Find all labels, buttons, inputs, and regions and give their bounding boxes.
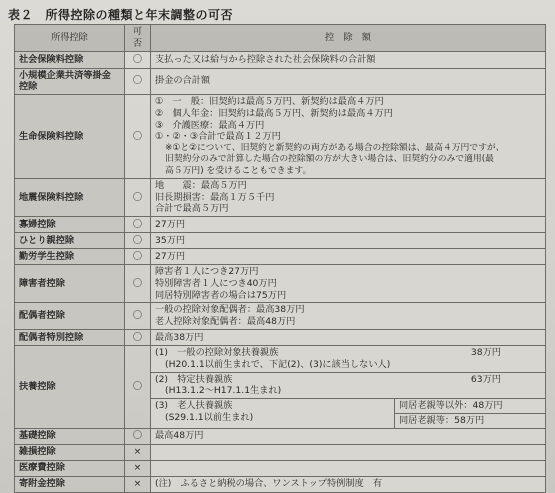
dependent-item-label: (2) 特定扶養親族	[155, 373, 233, 385]
dependent-item-note: (S29.1.1以前生まれ)	[165, 411, 254, 423]
amount-line: 35万円	[155, 234, 186, 246]
amount-line: 旧長期損害：最高１万５千円	[155, 191, 275, 203]
table-row	[15, 95, 546, 179]
row-mark: 〇	[125, 303, 151, 330]
table-row	[15, 444, 546, 460]
header-row	[15, 25, 546, 52]
row-name: 寡婦控除	[15, 217, 125, 233]
table-row	[15, 303, 546, 330]
amount-line: 掛金の合計額	[155, 75, 211, 87]
table-row	[15, 476, 546, 492]
amount-line: 最高48万円	[151, 428, 546, 444]
table-row	[15, 68, 546, 95]
row-name: 基礎控除	[15, 428, 125, 444]
row-mark: 〇	[125, 233, 151, 249]
amount-line: 老人控除対象配偶者：最高48万円	[155, 316, 296, 328]
dependent-item-note: (H20.1.1以前生まれで、下記(2)、(3)に該当しない人)	[165, 358, 391, 370]
amount-line: 障害者１人につき27万円	[155, 266, 259, 278]
row-name: 社会保険料控除	[15, 51, 125, 68]
amount-line	[151, 444, 546, 460]
table-row	[15, 178, 546, 216]
row-mark: 〇	[125, 249, 151, 265]
dependent-item-amount: 63万円	[470, 373, 501, 385]
amount-note: ※①と②について、旧契約と新契約の両方がある場合の控除額は、最高４万円ですが、	[165, 143, 505, 154]
dependent-amount-other: 同居老親等以外：48万円	[395, 399, 545, 414]
amount-line: 27万円	[155, 218, 186, 230]
table-row	[15, 428, 546, 444]
dependent-item-label: (1) 一般の控除対象扶養親族	[155, 347, 279, 358]
row-name: 配偶者控除	[15, 303, 125, 330]
row-mark: 〇	[125, 265, 151, 303]
dependents-subtable	[151, 346, 545, 428]
row-mark: 〇	[125, 68, 151, 95]
row-mark: 〇	[125, 217, 151, 233]
deduction-table	[14, 24, 546, 493]
row-mark: 〇	[125, 346, 151, 429]
table-row	[15, 51, 546, 68]
row-name: 医療費控除	[15, 460, 125, 476]
row-name: 扶養控除	[15, 346, 125, 429]
amount-line: 特別障害者１人につき40万円	[155, 277, 277, 289]
header-amount: 控 除 額	[151, 25, 546, 52]
amount-line: ② 個人年金：旧契約は最高５万円、新契約は最高４万円	[155, 107, 393, 119]
row-mark: ×	[125, 444, 151, 460]
row-mark: 〇	[125, 51, 151, 68]
row-name: 雑損控除	[15, 444, 125, 460]
header-possible: 可否	[125, 25, 151, 52]
amount-line: ① 一 般：旧契約は最高５万円、新契約は最高４万円	[155, 96, 384, 108]
amount-line: 合計で最高５万円	[155, 203, 229, 215]
amount-line: (注) ふるさと納税の場合、ワンストップ特例制度 有	[151, 476, 546, 492]
row-name: 勤労学生控除	[15, 249, 125, 265]
row-name: 障害者控除	[15, 265, 125, 303]
table-row	[15, 330, 546, 346]
row-mark: ×	[125, 476, 151, 492]
table-row	[15, 460, 546, 476]
amount-line: ③ 介護医療：最高４万円	[155, 119, 265, 131]
amount-line: 同居特別障害者の場合は75万円	[155, 289, 287, 301]
table-row	[15, 265, 546, 303]
row-mark: 〇	[125, 330, 151, 346]
header-type: 所得控除	[15, 25, 125, 52]
table-row	[15, 217, 546, 233]
row-name: 地震保険料控除	[15, 178, 125, 216]
dependent-amount-cohabiting: 同居老親等：58万円	[399, 414, 485, 426]
amount-line: 最高38万円	[155, 331, 204, 343]
amount-line	[151, 460, 546, 476]
row-name: 小規模企業共済等掛金控除	[15, 68, 125, 95]
row-mark: 〇	[125, 428, 151, 444]
table-row	[15, 249, 546, 265]
row-name: 生命保険料控除	[15, 95, 125, 179]
table-title: 表２ 所得控除の種類と年末調整の可否	[8, 8, 234, 22]
dependent-item-note: (H13.1.2～H17.1.1生まれ)	[165, 385, 282, 397]
row-mark: 〇	[125, 95, 151, 179]
dependent-item-label: (3) 老人扶養親族	[155, 400, 233, 412]
amount-line: 27万円	[155, 250, 186, 262]
amount-line: 一般の控除対象配偶者：最高38万円	[155, 304, 305, 316]
row-mark: ×	[125, 460, 151, 476]
amount-line: 支払った又は給与から控除された社会保険料の合計額	[155, 53, 376, 65]
row-name: 配偶者特別控除	[15, 330, 125, 346]
amount-note: 旧契約分のみで計算した場合の控除額の方が大きい場合は、旧契約分のみで適用(最	[165, 154, 494, 165]
table-row	[15, 233, 546, 249]
amount-line: 地 震：最高５万円	[155, 179, 247, 191]
amount-note: 高５万円) を受けることもできます。	[165, 165, 312, 176]
amount-line: ①・②・③合計で最高１２万円	[155, 131, 281, 143]
row-name: 寄附金控除	[15, 476, 125, 492]
row-mark: 〇	[125, 178, 151, 216]
row-name: ひとり親控除	[15, 233, 125, 249]
dependent-item-amount: 38万円	[470, 347, 501, 358]
table-row-dependents	[15, 346, 546, 429]
